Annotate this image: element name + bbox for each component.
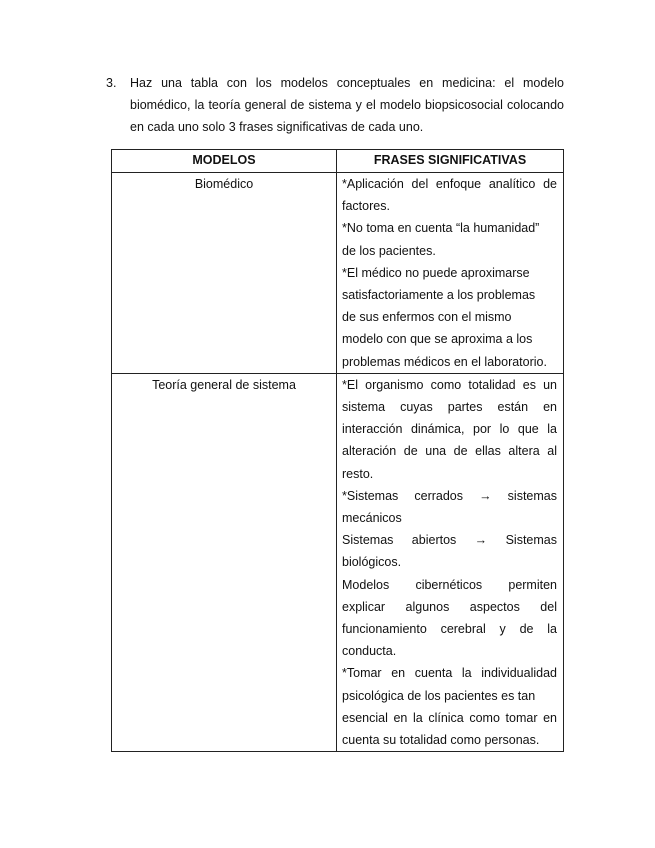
phrase-line: satisfactoriamente a los problemas: [342, 288, 536, 303]
phrase-line: *Aplicación del enfoque analítico de: [342, 177, 557, 191]
question-text: [130, 72, 564, 138]
phrase-line: de sus enfermos con el mismo: [342, 310, 512, 325]
phrase-line: problemas médicos en el laboratorio.: [342, 354, 547, 369]
phrase-line: *Sistemas cerrados → sistemas: [342, 488, 557, 503]
phrase-line: factores.: [342, 199, 390, 214]
phrase-line: conducta.: [342, 644, 397, 659]
question: [106, 72, 564, 138]
models-table: [111, 149, 564, 752]
phrase-line: *No toma en cuenta “la humanidad”: [342, 221, 540, 236]
question-line: biomédico, la teoría general de sistema y el modelo biopsicosocial colocando: [130, 98, 564, 112]
phrases-cell: [337, 173, 564, 374]
table-row: [112, 373, 564, 751]
table-row: [112, 173, 564, 374]
phrase-line: funcionamiento cerebral y de la: [342, 622, 557, 637]
phrase-line: Sistemas abiertos → Sistemas: [342, 533, 557, 548]
header-phrases: FRASES SIGNIFICATIVAS: [337, 150, 564, 173]
phrase-line: sistema cuyas partes están en: [342, 400, 557, 415]
phrase-line: *Tomar en cuenta la individualidad: [342, 666, 557, 681]
phrase-line: cuenta su totalidad como personas.: [342, 733, 540, 748]
phrase-line: resto.: [342, 466, 374, 481]
phrase-line: *El médico no puede aproximarse: [342, 265, 530, 280]
phrase-line: *El organismo como totalidad es un: [342, 377, 557, 392]
phrase-line: interacción dinámica, por lo que la: [342, 422, 557, 437]
phrase-line: psicológica de los pacientes es tan: [342, 688, 536, 703]
phrase-line: mecánicos: [342, 511, 402, 526]
header-models: MODELOS: [112, 150, 337, 173]
phrase-line: Modelos cibernéticos permiten: [342, 577, 557, 592]
question-line: Haz una tabla con los modelos conceptuales en medicina: el modelo: [130, 76, 564, 90]
phrase-line: esencial en la clínica como tomar en: [342, 710, 557, 725]
phrases-cell: [337, 373, 564, 751]
phrase-line: modelo con que se aproxima a los: [342, 332, 533, 347]
phrase-line: de los pacientes.: [342, 243, 436, 258]
model-cell: Teoría general de sistema: [112, 373, 337, 751]
table-header-row: [112, 150, 564, 173]
phrase-line: explicar algunos aspectos del: [342, 599, 557, 614]
model-cell: Biomédico: [112, 173, 337, 374]
question-number: 3.: [106, 76, 117, 90]
phrase-line: alteración de una de ellas altera al: [342, 444, 557, 459]
phrase-line: biológicos.: [342, 555, 402, 570]
question-line: en cada uno solo 3 frases significativas de cada uno.: [130, 120, 424, 134]
